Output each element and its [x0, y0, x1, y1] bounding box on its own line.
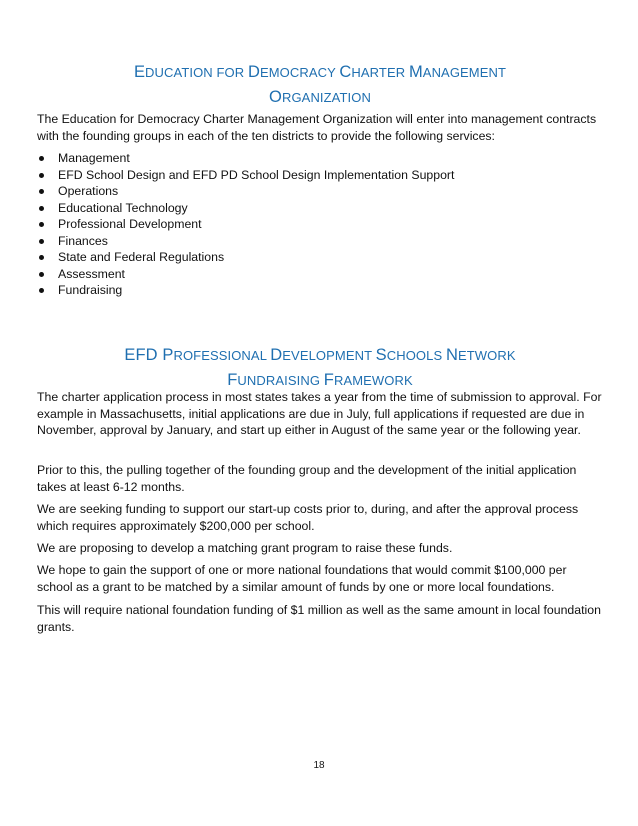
heading-word: FUNDRAISING — [227, 371, 324, 389]
heading-word: DEVELOPMENT — [270, 346, 376, 364]
list-item: Professional Development — [37, 216, 454, 233]
heading-word: CHARTER — [339, 63, 409, 81]
heading-line-2 — [60, 85, 580, 110]
section-heading-fundraising-framework — [60, 343, 580, 393]
list-item: Operations — [37, 183, 454, 200]
heading-word: EFD PROFESSIONAL — [124, 346, 271, 364]
heading-word: MANAGEMENT — [408, 63, 507, 81]
heading-word: FRAMEWORK — [323, 371, 413, 389]
list-item: Assessment — [37, 266, 454, 283]
page-number: 18 — [313, 760, 325, 771]
heading-word: SCHOOLS — [375, 346, 446, 364]
paragraph-funding-total: This will require national foundation funding of $1 million as well as the same amount in local foundation grants. — [37, 603, 601, 634]
list-item: Educational Technology — [37, 200, 454, 217]
list-item: State and Federal Regulations — [37, 249, 454, 266]
list-item: Fundraising — [37, 282, 454, 299]
heading-word: DEMOCRACY — [247, 63, 340, 81]
services-list — [37, 150, 454, 299]
paragraph-national-support: We hope to gain the support of one or more national foundations that would commit $100,000 per school as a grant to be matched by a similar amount of funds by one or more local foundations. — [37, 563, 567, 594]
heading-word: NETWORK — [445, 346, 516, 364]
heading-line-1 — [60, 60, 580, 85]
list-item: Management — [37, 150, 454, 167]
section-heading-efd-cmo — [60, 60, 580, 110]
paragraph-prior-work: Prior to this, the pulling together of the founding group and the development of the initial application takes at least 6-12 months. — [37, 463, 577, 494]
paragraph-application-process: The charter application process in most states takes a year from the time of submission to approval. For example in Massachusetts, initial applications are due in July, full applications if requested are due in November, approval by January, and start up either in August of the same year or the following year. — [37, 390, 602, 437]
heading-line-1 — [60, 343, 580, 368]
list-item: Finances — [37, 233, 454, 250]
paragraph-funding-need: We are seeking funding to support our start-up costs prior to, during, and after the approval process which requires approximately $200,000 per school. — [37, 502, 579, 533]
paragraph-matching-grant: We are proposing to develop a matching grant program to raise these funds. — [37, 541, 453, 555]
list-item: EFD School Design and EFD PD School Design Implementation Support — [37, 167, 454, 184]
heading-word: ORGANIZATION — [269, 88, 371, 106]
heading-word: EDUCATION FOR — [133, 63, 248, 81]
cmo-intro-paragraph: The Education for Democracy Charter Management Organization will enter into management contracts with the founding groups in each of the ten districts to provide the following services: — [37, 112, 597, 143]
